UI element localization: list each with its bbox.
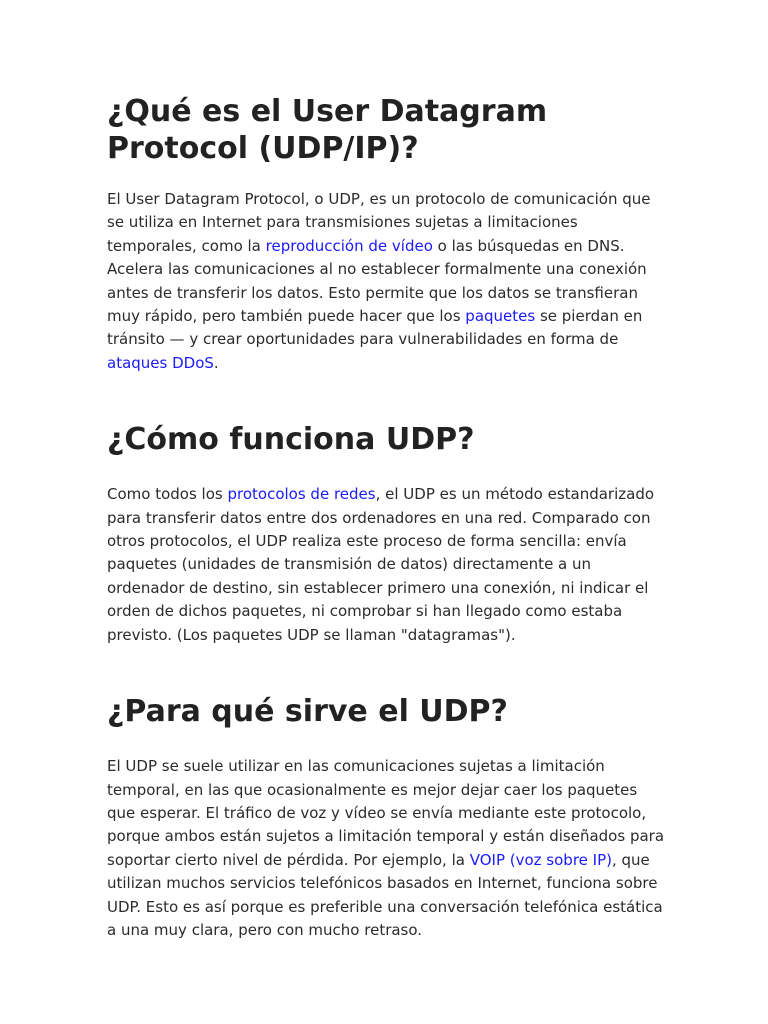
link-protocolos-de-redes[interactable]: protocolos de redes [227, 485, 376, 504]
text-run: se pierdan en tránsito — y crear oportunidades para vulnerabilidades en forma de [107, 307, 643, 349]
text-run: , el UDP es un método estandarizado para transferir datos entre dos ordenadores en una red. Comparado con otros protocolos, el UDP realiza este proceso de forma sencilla: envía paquetes (unidades de transmisión de datos) directamente a un ordenador de destino, sin establecer primero una conexión, ni indicar el orden de dichos paquetes, ni comprobar si han llegado como estaba previsto. (Los paquetes UDP se llaman "datagramas"). [107, 485, 655, 644]
text-run: Como todos los [107, 485, 228, 504]
section-como-funciona-udp [107, 421, 667, 647]
text-run: El UDP se suele utilizar en las comunicaciones sujetas a limitación temporal, en las que ocasionalmente es mejor dejar caer los paquetes que esperar. El tráfico de voz y vídeo se envía mediante este protocolo, porque ambos están sujetos a limitación temporal y están diseñados para soportar cierto nivel de pérdida. Por ejemplo, la [107, 757, 665, 869]
link-voip[interactable]: VOIP (voz sobre IP) [469, 850, 612, 869]
section-paragraph [107, 188, 667, 375]
section-que-es-udp [107, 93, 667, 375]
link-reproduccion-de-video[interactable]: reproducción de vídeo [265, 236, 433, 255]
section-para-que-sirve-udp [107, 693, 667, 942]
section-paragraph [107, 483, 667, 647]
section-heading: ¿Para qué sirve el UDP? [107, 694, 508, 730]
article-content [107, 93, 667, 942]
link-paquetes[interactable]: paquetes [465, 307, 536, 326]
link-ataques-ddos[interactable]: ataques DDoS [107, 353, 214, 372]
text-run: o las búsquedas en DNS. Acelera las comunicaciones al no establecer formalmente una conexión antes de transferir los datos. Esto permite que los datos se transfieran muy rápido, pero también puede hacer que los [107, 236, 647, 326]
section-paragraph [107, 755, 667, 942]
text-run: , que utilizan muchos servicios telefónicos basados en Internet, funciona sobre UDP. Esto es así porque es preferible una conversación telefónica estática a una muy clara, pero con mucho retraso. [107, 850, 663, 939]
text-run: . [213, 353, 219, 372]
section-heading: ¿Cómo funciona UDP? [107, 422, 475, 458]
section-heading: ¿Qué es el User Datagram Protocol (UDP/IP)? [107, 94, 548, 166]
text-run: El User Datagram Protocol, o UDP, es un protocolo de comunicación que se utiliza en Internet para transmisiones sujetas a limitaciones temporales, como la [107, 190, 651, 255]
